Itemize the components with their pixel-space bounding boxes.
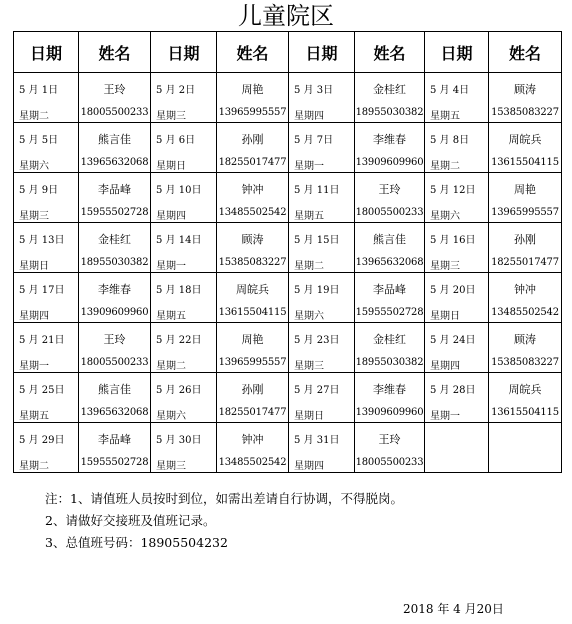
- date-text: 5 月 15日: [294, 235, 340, 246]
- weekday-text: 星期三: [156, 461, 186, 472]
- date-cell: [151, 73, 217, 123]
- weekday-text: 星期五: [19, 411, 49, 422]
- person-name: 顾涛: [514, 333, 536, 346]
- date-text: 5 月 3日: [294, 85, 334, 96]
- weekday-text: 星期三: [294, 361, 324, 372]
- name-cell: [489, 123, 562, 173]
- person-name: 李品峰: [373, 283, 406, 296]
- weekday-text: 星期五: [430, 111, 460, 122]
- name-cell: [79, 373, 151, 423]
- name-cell: [79, 123, 151, 173]
- phone-number: 13965632068: [80, 407, 149, 418]
- date-cell: [14, 273, 79, 323]
- phone-number: 18005500233: [80, 357, 149, 368]
- phone-number: 18255017477: [218, 157, 287, 168]
- phone-number: 13965632068: [80, 157, 149, 168]
- person-name: 周皖兵: [508, 133, 542, 146]
- table-row: [14, 323, 562, 373]
- note-line: 注：1、请值班人员按时到位，如需出差请自行协调，不得脱岗。: [45, 491, 403, 506]
- phone-number: 13909609960: [355, 407, 424, 418]
- phone-number: 18955030382: [355, 107, 424, 118]
- phone-number: 13965995557: [218, 357, 287, 368]
- weekday-text: 星期一: [294, 161, 324, 172]
- header-name: 姓名: [355, 32, 425, 73]
- person-name: 钟冲: [514, 283, 536, 296]
- name-cell: [489, 223, 562, 273]
- date-text: 5 月 23日: [294, 335, 340, 346]
- name-cell: [355, 373, 425, 423]
- date-cell: [14, 423, 79, 473]
- name-cell: [217, 173, 289, 223]
- phone-number: 18255017477: [218, 407, 287, 418]
- date-cell: [14, 123, 79, 173]
- weekday-text: 星期四: [294, 461, 324, 472]
- phone-number: 13615504115: [491, 157, 559, 168]
- phone-number: 13965632068: [355, 257, 424, 268]
- phone-number: 13615504115: [218, 307, 287, 318]
- date-text: 5 月 21日: [19, 335, 65, 346]
- date-cell: [425, 323, 489, 373]
- name-cell: [355, 423, 425, 473]
- header-date: 日期: [14, 32, 79, 73]
- weekday-text: 星期日: [294, 411, 324, 422]
- date-text: 5 月 2日: [156, 85, 196, 96]
- weekday-text: 星期一: [156, 261, 186, 272]
- phone-number: 13485502542: [218, 457, 287, 468]
- header-date: 日期: [425, 32, 489, 73]
- person-name: 周艳: [241, 333, 264, 346]
- person-name: 金桂红: [373, 83, 406, 96]
- table-row: [14, 73, 562, 123]
- date-cell: [289, 323, 355, 373]
- name-cell: [489, 423, 562, 473]
- date-cell: [289, 223, 355, 273]
- phone-number: 15385083227: [218, 257, 287, 268]
- person-name: 熊言佳: [98, 383, 131, 396]
- weekday-text: 星期五: [294, 211, 324, 222]
- person-name: 孙刚: [514, 233, 536, 246]
- phone-number: 15955502728: [80, 207, 149, 218]
- weekday-text: 星期二: [294, 261, 324, 272]
- header-name: 姓名: [79, 32, 151, 73]
- weekday-text: 星期日: [156, 161, 186, 172]
- person-name: 李品峰: [98, 183, 131, 196]
- name-cell: [489, 73, 562, 123]
- weekday-text: 星期二: [156, 361, 186, 372]
- name-cell: [79, 423, 151, 473]
- name-cell: [79, 173, 151, 223]
- date-text: 5 月 16日: [430, 235, 476, 246]
- date-cell: [151, 273, 217, 323]
- date-cell: [425, 423, 489, 473]
- date-cell: [425, 173, 489, 223]
- header-date: 日期: [289, 32, 355, 73]
- phone-number: 13485502542: [491, 307, 559, 318]
- name-cell: [489, 323, 562, 373]
- page-title: 儿童院区: [238, 2, 334, 30]
- person-name: 金桂红: [98, 233, 131, 246]
- phone-number: 18005500233: [355, 207, 424, 218]
- weekday-text: 星期二: [19, 111, 49, 122]
- date-text: 5 月 25日: [19, 385, 65, 396]
- person-name: 孙刚: [241, 133, 264, 146]
- weekday-text: 星期五: [156, 311, 186, 322]
- name-cell: [217, 273, 289, 323]
- name-cell: [355, 123, 425, 173]
- weekday-text: 星期四: [19, 311, 49, 322]
- phone-number: 13965995557: [218, 107, 287, 118]
- sign-date: 2018 年 4 月20日: [403, 602, 504, 616]
- weekday-text: 星期六: [294, 311, 324, 322]
- name-cell: [217, 223, 289, 273]
- weekday-text: 星期六: [430, 211, 460, 222]
- name-cell: [217, 123, 289, 173]
- person-name: 周皖兵: [508, 383, 542, 396]
- person-name: 李维春: [373, 133, 406, 146]
- person-name: 顾涛: [514, 83, 536, 96]
- date-cell: [14, 223, 79, 273]
- date-text: 5 月 17日: [19, 285, 65, 296]
- date-text: 5 月 10日: [156, 185, 202, 196]
- weekday-text: 星期二: [19, 461, 49, 472]
- person-name: 王玲: [103, 333, 126, 346]
- person-name: 李维春: [373, 383, 406, 396]
- phone-number: 13909609960: [355, 157, 424, 168]
- date-text: 5 月 7日: [294, 135, 334, 146]
- phone-number: 15385083227: [491, 107, 559, 118]
- weekday-text: 星期六: [156, 411, 186, 422]
- note-line: 3、总值班号码：18905504232: [45, 535, 228, 550]
- weekday-text: 星期一: [430, 411, 460, 422]
- date-cell: [151, 323, 217, 373]
- date-text: 5 月 5日: [19, 135, 59, 146]
- weekday-text: 星期三: [19, 211, 49, 222]
- name-cell: [355, 223, 425, 273]
- phone-number: 13965995557: [491, 207, 559, 218]
- person-name: 李品峰: [98, 433, 131, 446]
- person-name: 钟冲: [241, 433, 264, 446]
- person-name: 熊言佳: [373, 233, 406, 246]
- weekday-text: 星期二: [430, 161, 460, 172]
- weekday-text: 星期日: [19, 261, 49, 272]
- name-cell: [489, 173, 562, 223]
- weekday-text: 星期四: [156, 211, 186, 222]
- person-name: 李维春: [98, 283, 131, 296]
- date-text: 5 月 28日: [430, 385, 476, 396]
- name-cell: [79, 73, 151, 123]
- date-text: 5 月 11日: [294, 185, 340, 196]
- date-cell: [425, 273, 489, 323]
- duty-schedule-table: [13, 31, 562, 473]
- date-text: 5 月 12日: [430, 185, 476, 196]
- name-cell: [79, 323, 151, 373]
- date-cell: [425, 373, 489, 423]
- date-cell: [425, 123, 489, 173]
- date-text: 5 月 14日: [156, 235, 202, 246]
- date-cell: [151, 373, 217, 423]
- phone-number: 18005500233: [355, 457, 424, 468]
- name-cell: [217, 323, 289, 373]
- name-cell: [355, 73, 425, 123]
- name-cell: [355, 273, 425, 323]
- date-cell: [14, 323, 79, 373]
- phone-number: 15385083227: [491, 357, 559, 368]
- date-cell: [289, 173, 355, 223]
- person-name: 周艳: [241, 83, 264, 96]
- person-name: 王玲: [103, 83, 126, 96]
- date-text: 5 月 31日: [294, 435, 340, 446]
- weekday-text: 星期日: [430, 311, 460, 322]
- date-text: 5 月 22日: [156, 335, 202, 346]
- date-text: 5 月 13日: [19, 235, 65, 246]
- person-name: 顾涛: [241, 233, 264, 246]
- phone-number: 18955030382: [355, 357, 424, 368]
- table-row: [14, 423, 562, 473]
- table-row: [14, 273, 562, 323]
- date-cell: [289, 73, 355, 123]
- table-row: [14, 223, 562, 273]
- person-name: 周艳: [514, 183, 536, 196]
- date-text: 5 月 6日: [156, 135, 196, 146]
- date-cell: [151, 123, 217, 173]
- person-name: 王玲: [378, 433, 401, 446]
- weekday-text: 星期四: [430, 361, 460, 372]
- date-cell: [14, 373, 79, 423]
- weekday-text: 星期一: [19, 361, 49, 372]
- date-text: 5 月 26日: [156, 385, 202, 396]
- table-row: [14, 373, 562, 423]
- name-cell: [355, 323, 425, 373]
- person-name: 熊言佳: [98, 133, 131, 146]
- date-text: 5 月 9日: [19, 185, 59, 196]
- weekday-text: 星期六: [19, 161, 49, 172]
- date-text: 5 月 27日: [294, 385, 340, 396]
- header-name: 姓名: [217, 32, 289, 73]
- date-text: 5 月 19日: [294, 285, 340, 296]
- name-cell: [355, 173, 425, 223]
- date-cell: [14, 73, 79, 123]
- date-cell: [151, 173, 217, 223]
- note-line: 2、请做好交接班及值班记录。: [45, 513, 216, 528]
- date-text: 5 月 24日: [430, 335, 476, 346]
- person-name: 王玲: [378, 183, 401, 196]
- date-text: 5 月 4日: [430, 85, 470, 96]
- phone-number: 13615504115: [491, 407, 559, 418]
- date-text: 5 月 30日: [156, 435, 202, 446]
- date-cell: [14, 173, 79, 223]
- weekday-text: 星期三: [156, 111, 186, 122]
- table-row: [14, 173, 562, 223]
- date-cell: [289, 123, 355, 173]
- header-date: 日期: [151, 32, 217, 73]
- header-row: [14, 32, 562, 73]
- name-cell: [217, 373, 289, 423]
- name-cell: [217, 423, 289, 473]
- phone-number: 13485502542: [218, 207, 287, 218]
- date-cell: [289, 423, 355, 473]
- date-text: 5 月 1日: [19, 85, 59, 96]
- phone-number: 18955030382: [80, 257, 149, 268]
- name-cell: [489, 273, 562, 323]
- date-cell: [289, 373, 355, 423]
- name-cell: [489, 373, 562, 423]
- weekday-text: 星期三: [430, 261, 460, 272]
- phone-number: 13909609960: [80, 307, 149, 318]
- person-name: 钟冲: [241, 183, 264, 196]
- phone-number: 18255017477: [491, 257, 559, 268]
- date-cell: [151, 423, 217, 473]
- name-cell: [79, 273, 151, 323]
- notes: [45, 488, 403, 554]
- person-name: 金桂红: [373, 333, 406, 346]
- phone-number: 18005500233: [80, 107, 149, 118]
- date-text: 5 月 29日: [19, 435, 65, 446]
- person-name: 周皖兵: [236, 283, 269, 296]
- date-text: 5 月 8日: [430, 135, 470, 146]
- date-cell: [151, 223, 217, 273]
- date-cell: [425, 73, 489, 123]
- date-text: 5 月 20日: [430, 285, 476, 296]
- weekday-text: 星期四: [294, 111, 324, 122]
- table-row: [14, 123, 562, 173]
- phone-number: 15955502728: [80, 457, 149, 468]
- date-cell: [425, 223, 489, 273]
- person-name: 孙刚: [241, 383, 264, 396]
- header-name: 姓名: [489, 32, 562, 73]
- name-cell: [217, 73, 289, 123]
- phone-number: 15955502728: [355, 307, 424, 318]
- name-cell: [79, 223, 151, 273]
- date-text: 5 月 18日: [156, 285, 202, 296]
- date-cell: [289, 273, 355, 323]
